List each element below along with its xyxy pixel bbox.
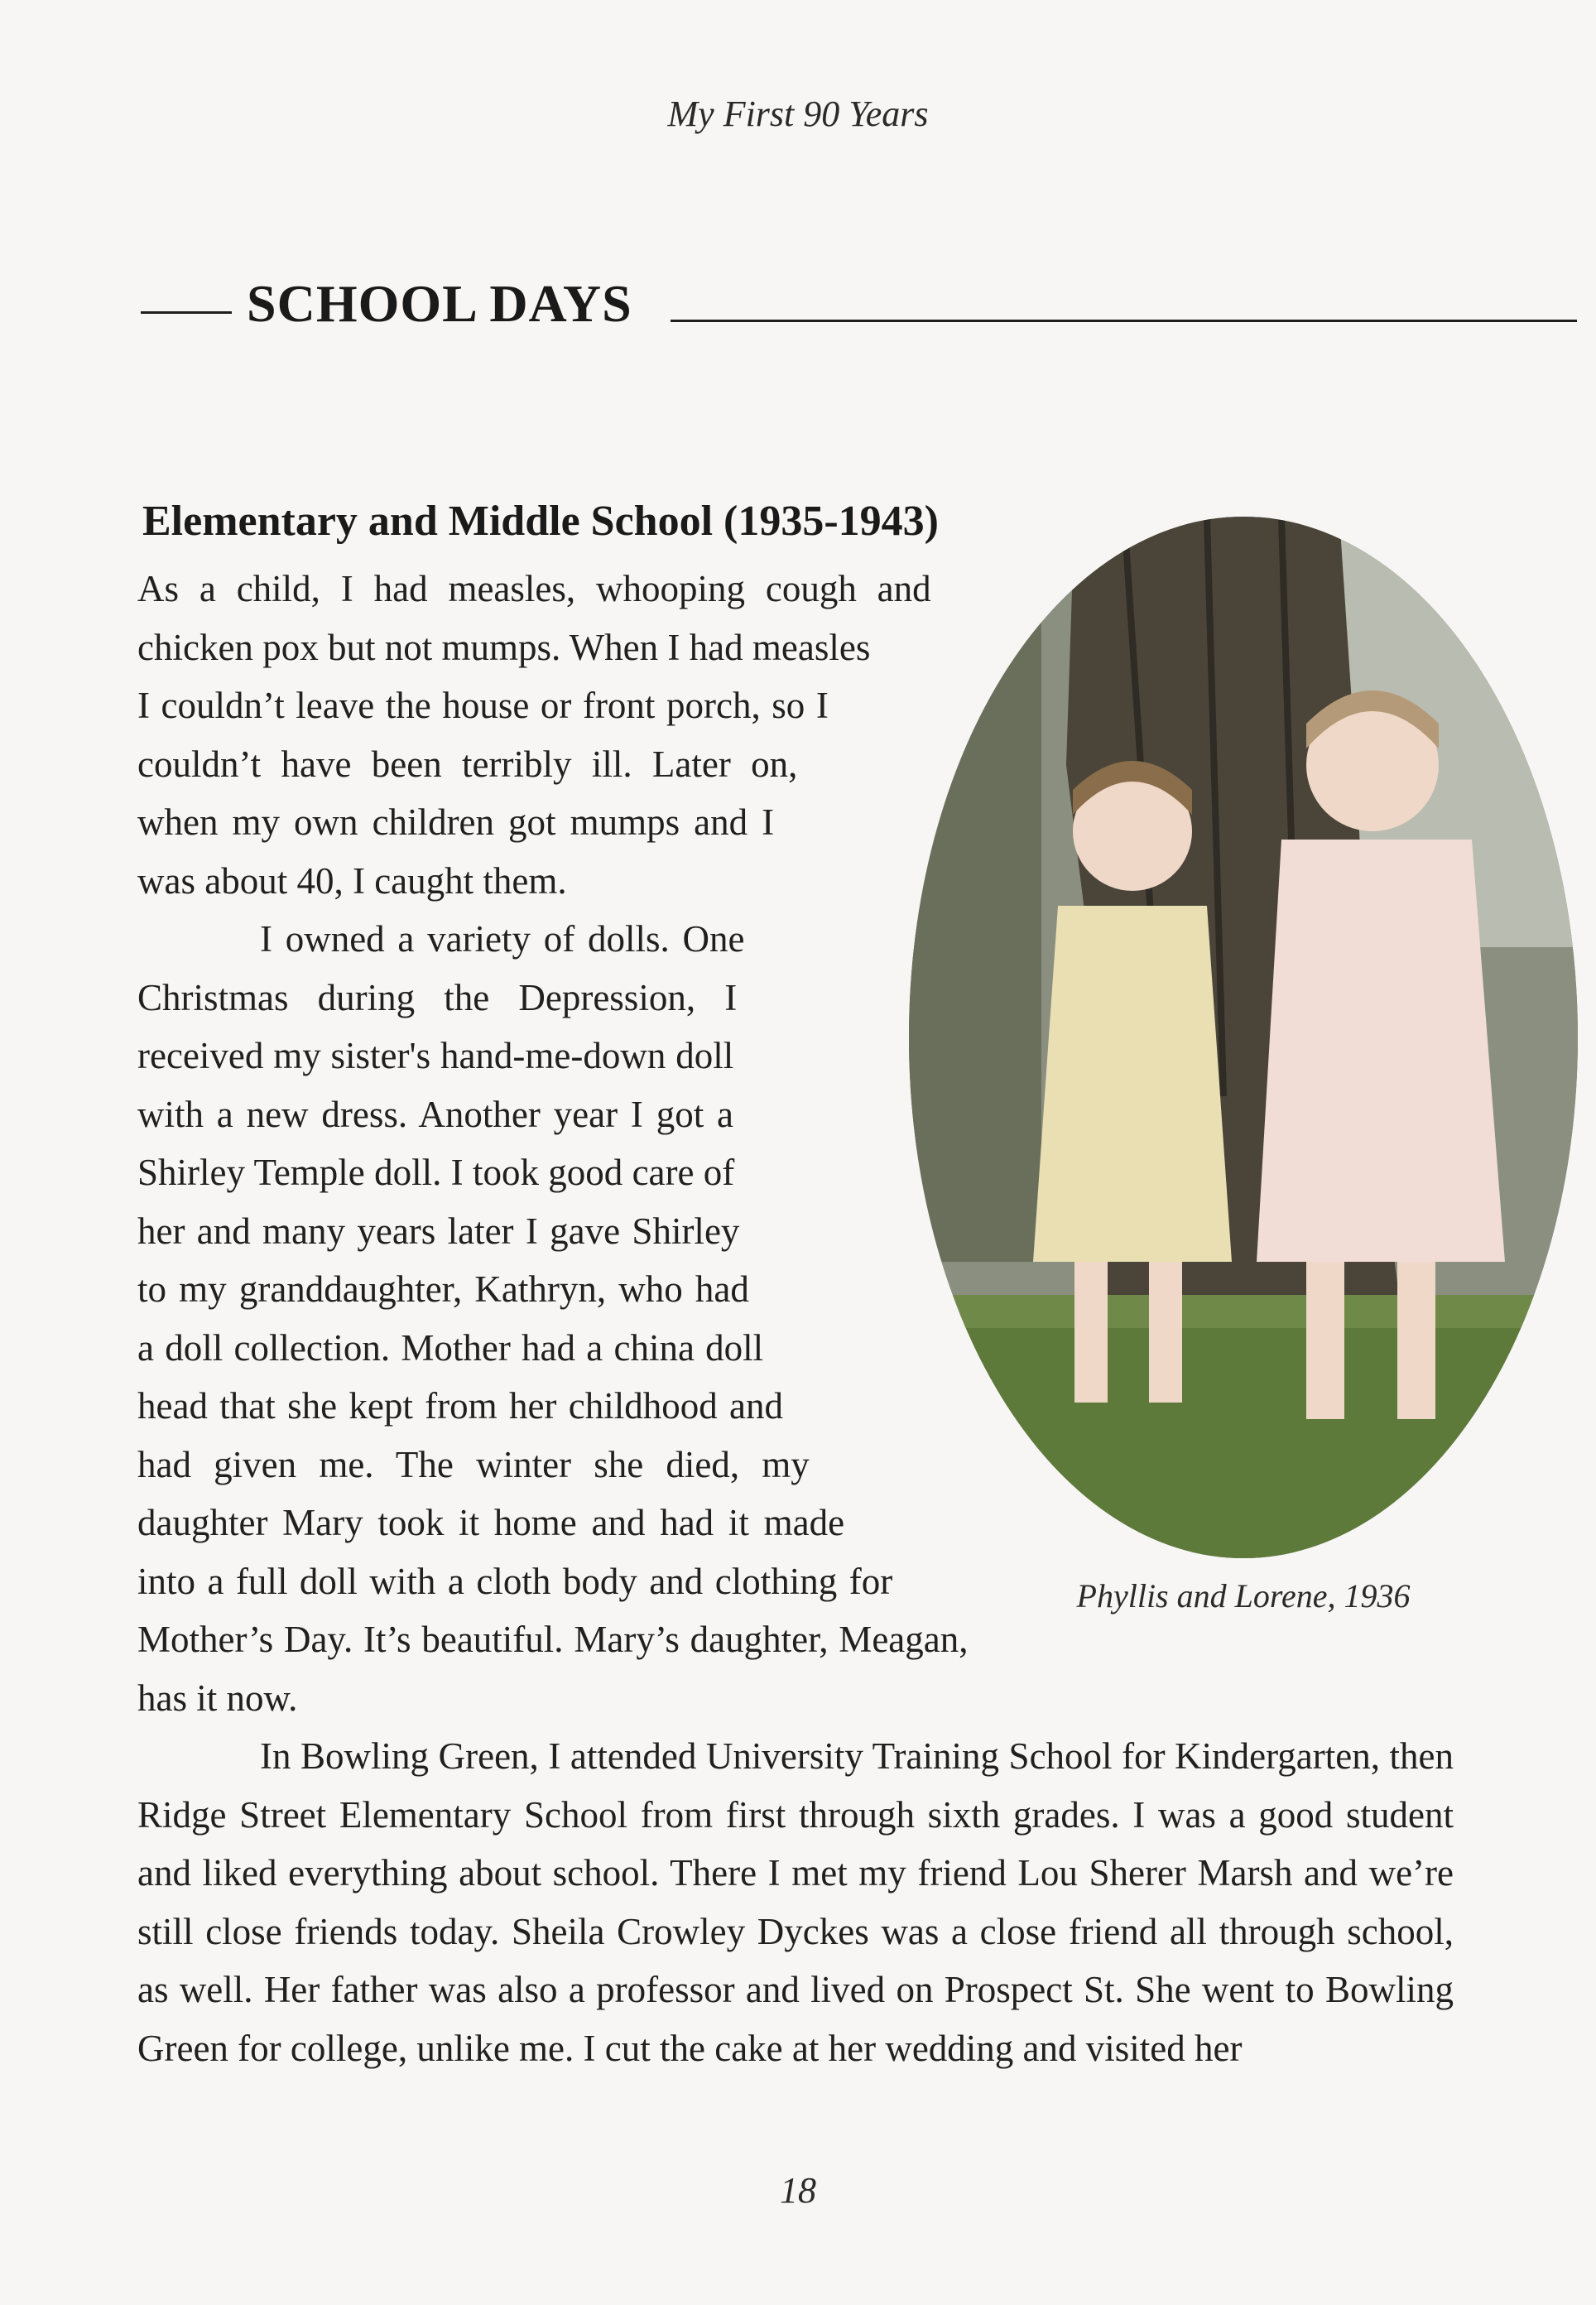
photo-grass-edge: [909, 1295, 1578, 1328]
paragraph-3: In Bowling Green, I attended University Training School for Kindergarten, then Ridge Street Elementary School from first through sixth grades. I was a good student and liked everything about school. There I met my friend Lou Sherer Marsh and we’re still close friends today. Sheila Crowley Dyckes was a close friend all through school, as well. Her father was also a professor and lived on Prospect St. She went to Bowling Green for college, unlike me. I cut the cake at her wedding and visited her: [137, 1735, 1454, 2069]
running-head: My First 90 Years: [667, 94, 929, 134]
chapter-rule-right: [671, 320, 1577, 322]
photo-left-girl-leg-left: [1074, 1262, 1108, 1403]
chapter-title: SCHOOL DAYS: [247, 274, 632, 333]
paragraph-2: I owned a variety of dolls. One Christmas during the Depression, I received my sister's hand-me-down doll with a new dress. Another year I got a Shirley Temple doll. I took good care of her and many years later I gave Shirley to my granddaughter, Kathryn, who had a doll collection. Mother had a china doll head that she kept from her childhood and had given me. The winter she died, my daughter Mary took it home and had it made into a full doll with a cloth body and clothing for Mother’s Day. It’s beautiful. Mary’s daughter, Meagan, has it now.: [137, 918, 969, 1719]
page-number: 18: [780, 2170, 816, 2211]
paragraph-1: As a child, I had measles, whooping cough and chicken pox but not mumps. When I had measles I couldn’t leave the house or front porch, so I couldn’t have been terribly ill. Later on, when my own children got mumps and I was about 40, I caught them.: [137, 568, 931, 902]
photo-left-girl-dress: [1033, 906, 1232, 1262]
photo-caption: Phyllis and Lorene, 1936: [1076, 1577, 1411, 1614]
chapter-rule-left: [141, 311, 232, 314]
photo-illustration: [909, 517, 1578, 1558]
chapter-heading: [141, 273, 1440, 339]
photo-left-girl-leg-right: [1149, 1262, 1182, 1403]
photo-oval: [909, 517, 1578, 1558]
photo-right-girl-dress: [1257, 840, 1505, 1262]
section-heading: Elementary and Middle School (1935-1943): [142, 498, 939, 545]
photo-right-girl-leg-left: [1306, 1262, 1344, 1419]
photo-right-girl-leg-right: [1397, 1262, 1435, 1419]
